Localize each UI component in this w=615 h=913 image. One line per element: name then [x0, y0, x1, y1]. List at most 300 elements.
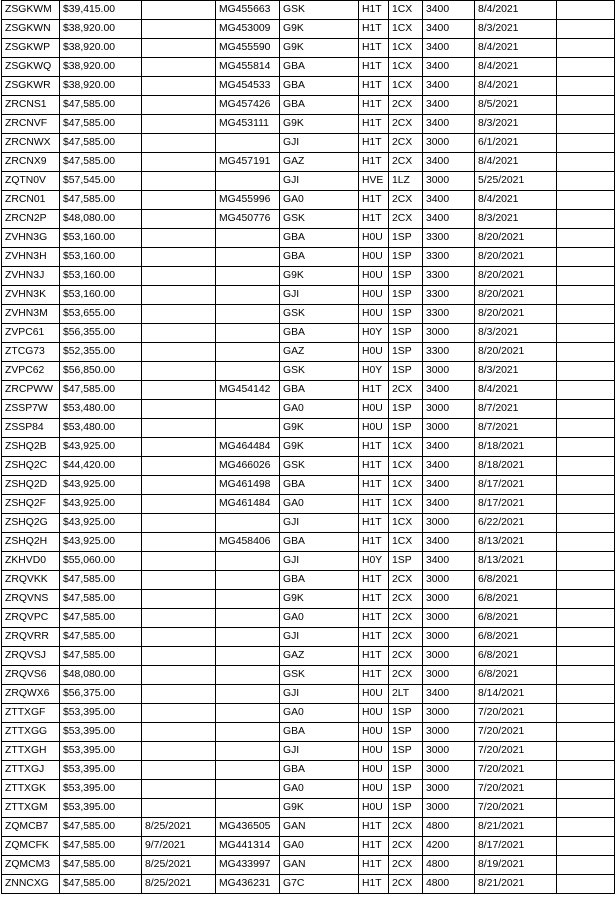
cell-code[interactable]: H1T	[359, 666, 389, 685]
cell-code[interactable]: H0Y	[359, 362, 389, 381]
cell-model[interactable]: ZSGKWM	[2, 1, 60, 20]
cell-code[interactable]: H0Y	[359, 552, 389, 571]
cell-qty[interactable]: 3400	[423, 210, 475, 229]
cell-code[interactable]: H1T	[359, 571, 389, 590]
cell-pkg[interactable]: 1SP	[389, 419, 423, 438]
cell-code[interactable]: H0U	[359, 419, 389, 438]
cell-blank[interactable]	[557, 438, 615, 457]
cell-model[interactable]: ZRCPWW	[2, 381, 60, 400]
cell-pkg[interactable]: 1SP	[389, 343, 423, 362]
cell-order[interactable]	[216, 514, 280, 533]
cell-pkg[interactable]: 1SP	[389, 723, 423, 742]
cell-date_a[interactable]	[142, 476, 216, 495]
cell-price[interactable]: $47,585.00	[60, 153, 142, 172]
cell-date_b[interactable]: 8/4/2021	[475, 191, 557, 210]
cell-color[interactable]: GAZ	[280, 153, 359, 172]
cell-date_b[interactable]: 8/20/2021	[475, 229, 557, 248]
cell-price[interactable]: $39,415.00	[60, 1, 142, 20]
cell-model[interactable]: ZNNCXG	[2, 875, 60, 894]
cell-order[interactable]	[216, 723, 280, 742]
cell-blank[interactable]	[557, 58, 615, 77]
cell-qty[interactable]: 3400	[423, 476, 475, 495]
cell-date_b[interactable]: 7/20/2021	[475, 704, 557, 723]
cell-pkg[interactable]: 1SP	[389, 400, 423, 419]
cell-blank[interactable]	[557, 666, 615, 685]
cell-model[interactable]: ZRCN01	[2, 191, 60, 210]
cell-model[interactable]: ZVHN3J	[2, 267, 60, 286]
cell-code[interactable]: H0U	[359, 305, 389, 324]
cell-model[interactable]: ZVPC62	[2, 362, 60, 381]
cell-date_b[interactable]: 7/20/2021	[475, 780, 557, 799]
cell-model[interactable]: ZRQWX6	[2, 685, 60, 704]
cell-date_b[interactable]: 8/14/2021	[475, 685, 557, 704]
cell-pkg[interactable]: 1CX	[389, 77, 423, 96]
cell-code[interactable]: H1T	[359, 96, 389, 115]
cell-pkg[interactable]: 2CX	[389, 818, 423, 837]
cell-date_a[interactable]	[142, 571, 216, 590]
cell-model[interactable]: ZRCNWX	[2, 134, 60, 153]
cell-blank[interactable]	[557, 210, 615, 229]
cell-model[interactable]: ZRQVSJ	[2, 647, 60, 666]
cell-date_a[interactable]	[142, 552, 216, 571]
cell-qty[interactable]: 3300	[423, 343, 475, 362]
cell-price[interactable]: $47,585.00	[60, 191, 142, 210]
cell-date_a[interactable]	[142, 153, 216, 172]
cell-date_b[interactable]: 6/8/2021	[475, 590, 557, 609]
cell-date_b[interactable]: 6/8/2021	[475, 571, 557, 590]
cell-date_a[interactable]	[142, 590, 216, 609]
cell-qty[interactable]: 4800	[423, 856, 475, 875]
cell-date_b[interactable]: 8/20/2021	[475, 248, 557, 267]
cell-date_a[interactable]	[142, 324, 216, 343]
cell-pkg[interactable]: 1CX	[389, 476, 423, 495]
cell-price[interactable]: $52,355.00	[60, 343, 142, 362]
cell-order[interactable]: MG458406	[216, 533, 280, 552]
cell-date_a[interactable]	[142, 39, 216, 58]
cell-date_b[interactable]: 8/3/2021	[475, 210, 557, 229]
cell-pkg[interactable]: 2CX	[389, 837, 423, 856]
cell-blank[interactable]	[557, 742, 615, 761]
cell-date_b[interactable]: 8/4/2021	[475, 77, 557, 96]
cell-order[interactable]: MG453009	[216, 20, 280, 39]
cell-blank[interactable]	[557, 286, 615, 305]
cell-pkg[interactable]: 1SP	[389, 761, 423, 780]
cell-qty[interactable]: 3400	[423, 533, 475, 552]
cell-code[interactable]: H1T	[359, 856, 389, 875]
cell-pkg[interactable]: 1SP	[389, 267, 423, 286]
cell-pkg[interactable]: 1CX	[389, 58, 423, 77]
cell-price[interactable]: $53,395.00	[60, 704, 142, 723]
cell-date_b[interactable]: 6/1/2021	[475, 134, 557, 153]
cell-price[interactable]: $53,395.00	[60, 742, 142, 761]
cell-order[interactable]: MG436505	[216, 818, 280, 837]
cell-model[interactable]: ZRQVS6	[2, 666, 60, 685]
cell-model[interactable]: ZRQVPC	[2, 609, 60, 628]
cell-code[interactable]: H1T	[359, 647, 389, 666]
cell-qty[interactable]: 4800	[423, 818, 475, 837]
cell-qty[interactable]: 3400	[423, 39, 475, 58]
cell-qty[interactable]: 3000	[423, 666, 475, 685]
cell-order[interactable]	[216, 229, 280, 248]
cell-date_a[interactable]	[142, 685, 216, 704]
cell-date_a[interactable]	[142, 305, 216, 324]
cell-model[interactable]: ZRQVKK	[2, 571, 60, 590]
cell-price[interactable]: $47,585.00	[60, 628, 142, 647]
cell-order[interactable]	[216, 552, 280, 571]
cell-code[interactable]: H1T	[359, 58, 389, 77]
cell-code[interactable]: H1T	[359, 590, 389, 609]
cell-blank[interactable]	[557, 267, 615, 286]
cell-color[interactable]: GBA	[280, 476, 359, 495]
cell-price[interactable]: $47,585.00	[60, 96, 142, 115]
cell-model[interactable]: ZSSP84	[2, 419, 60, 438]
cell-model[interactable]: ZRQVRR	[2, 628, 60, 647]
cell-color[interactable]: GA0	[280, 191, 359, 210]
cell-order[interactable]: MG457191	[216, 153, 280, 172]
cell-price[interactable]: $53,395.00	[60, 761, 142, 780]
cell-date_b[interactable]: 8/18/2021	[475, 457, 557, 476]
cell-order[interactable]	[216, 685, 280, 704]
cell-qty[interactable]: 3000	[423, 780, 475, 799]
cell-qty[interactable]: 3400	[423, 58, 475, 77]
cell-date_b[interactable]: 7/20/2021	[475, 742, 557, 761]
cell-blank[interactable]	[557, 533, 615, 552]
cell-pkg[interactable]: 1SP	[389, 704, 423, 723]
cell-date_a[interactable]	[142, 248, 216, 267]
cell-blank[interactable]	[557, 400, 615, 419]
cell-date_a[interactable]	[142, 609, 216, 628]
cell-date_a[interactable]	[142, 495, 216, 514]
cell-order[interactable]: MG466026	[216, 457, 280, 476]
cell-code[interactable]: H1T	[359, 77, 389, 96]
cell-price[interactable]: $47,585.00	[60, 647, 142, 666]
cell-pkg[interactable]: 1SP	[389, 324, 423, 343]
cell-code[interactable]: H1T	[359, 210, 389, 229]
cell-code[interactable]: H1T	[359, 514, 389, 533]
cell-model[interactable]: ZVPC61	[2, 324, 60, 343]
cell-model[interactable]: ZRCN2P	[2, 210, 60, 229]
cell-model[interactable]: ZQMCB7	[2, 818, 60, 837]
cell-pkg[interactable]: 1SP	[389, 248, 423, 267]
cell-color[interactable]: GSK	[280, 1, 359, 20]
cell-order[interactable]	[216, 780, 280, 799]
cell-order[interactable]: MG461484	[216, 495, 280, 514]
cell-order[interactable]	[216, 419, 280, 438]
cell-order[interactable]	[216, 590, 280, 609]
cell-model[interactable]: ZSHQ2C	[2, 457, 60, 476]
cell-model[interactable]: ZKHVD0	[2, 552, 60, 571]
cell-color[interactable]: GA0	[280, 837, 359, 856]
cell-date_a[interactable]	[142, 286, 216, 305]
cell-date_a[interactable]: 8/25/2021	[142, 856, 216, 875]
cell-date_a[interactable]	[142, 96, 216, 115]
cell-color[interactable]: GBA	[280, 571, 359, 590]
cell-date_a[interactable]	[142, 343, 216, 362]
cell-order[interactable]: MG441314	[216, 837, 280, 856]
cell-blank[interactable]	[557, 343, 615, 362]
cell-pkg[interactable]: 1SP	[389, 742, 423, 761]
cell-price[interactable]: $44,420.00	[60, 457, 142, 476]
cell-code[interactable]: H1T	[359, 609, 389, 628]
cell-qty[interactable]: 3400	[423, 457, 475, 476]
cell-qty[interactable]: 3000	[423, 742, 475, 761]
cell-blank[interactable]	[557, 96, 615, 115]
cell-date_b[interactable]: 8/3/2021	[475, 20, 557, 39]
cell-blank[interactable]	[557, 704, 615, 723]
cell-date_a[interactable]: 8/25/2021	[142, 818, 216, 837]
cell-pkg[interactable]: 2CX	[389, 115, 423, 134]
cell-code[interactable]: H1T	[359, 533, 389, 552]
cell-date_b[interactable]: 6/8/2021	[475, 628, 557, 647]
cell-date_b[interactable]: 8/5/2021	[475, 96, 557, 115]
cell-qty[interactable]: 3400	[423, 685, 475, 704]
cell-order[interactable]	[216, 400, 280, 419]
cell-model[interactable]: ZRCNX9	[2, 153, 60, 172]
cell-price[interactable]: $53,395.00	[60, 780, 142, 799]
cell-model[interactable]: ZRCNS1	[2, 96, 60, 115]
cell-model[interactable]: ZVHN3H	[2, 248, 60, 267]
cell-date_b[interactable]: 7/20/2021	[475, 761, 557, 780]
cell-date_b[interactable]: 8/20/2021	[475, 343, 557, 362]
cell-code[interactable]: H1T	[359, 438, 389, 457]
cell-pkg[interactable]: 2CX	[389, 647, 423, 666]
cell-code[interactable]: H0U	[359, 267, 389, 286]
cell-date_a[interactable]	[142, 514, 216, 533]
cell-code[interactable]: H0U	[359, 343, 389, 362]
cell-blank[interactable]	[557, 419, 615, 438]
cell-order[interactable]	[216, 286, 280, 305]
cell-pkg[interactable]: 2CX	[389, 96, 423, 115]
cell-blank[interactable]	[557, 134, 615, 153]
cell-color[interactable]: G9K	[280, 115, 359, 134]
cell-qty[interactable]: 3400	[423, 191, 475, 210]
cell-order[interactable]: MG454533	[216, 77, 280, 96]
cell-qty[interactable]: 3000	[423, 590, 475, 609]
cell-order[interactable]	[216, 134, 280, 153]
cell-order[interactable]	[216, 609, 280, 628]
cell-date_b[interactable]: 8/21/2021	[475, 875, 557, 894]
cell-date_b[interactable]: 8/17/2021	[475, 495, 557, 514]
cell-model[interactable]: ZSGKWP	[2, 39, 60, 58]
cell-blank[interactable]	[557, 229, 615, 248]
cell-color[interactable]: GJI	[280, 172, 359, 191]
cell-color[interactable]: GA0	[280, 780, 359, 799]
cell-price[interactable]: $43,925.00	[60, 495, 142, 514]
cell-date_a[interactable]	[142, 210, 216, 229]
cell-date_b[interactable]: 8/17/2021	[475, 476, 557, 495]
cell-qty[interactable]: 3000	[423, 609, 475, 628]
cell-qty[interactable]: 3000	[423, 134, 475, 153]
cell-code[interactable]: H1T	[359, 818, 389, 837]
cell-pkg[interactable]: 1SP	[389, 799, 423, 818]
cell-blank[interactable]	[557, 305, 615, 324]
cell-date_a[interactable]	[142, 400, 216, 419]
cell-date_b[interactable]: 8/3/2021	[475, 324, 557, 343]
cell-price[interactable]: $43,925.00	[60, 514, 142, 533]
cell-price[interactable]: $57,545.00	[60, 172, 142, 191]
cell-model[interactable]: ZVHN3G	[2, 229, 60, 248]
cell-pkg[interactable]: 1CX	[389, 20, 423, 39]
cell-price[interactable]: $53,655.00	[60, 305, 142, 324]
cell-order[interactable]: MG436231	[216, 875, 280, 894]
cell-color[interactable]: G9K	[280, 267, 359, 286]
cell-color[interactable]: GSK	[280, 666, 359, 685]
cell-code[interactable]: H0U	[359, 286, 389, 305]
cell-qty[interactable]: 3400	[423, 495, 475, 514]
cell-price[interactable]: $53,160.00	[60, 267, 142, 286]
cell-qty[interactable]: 3000	[423, 704, 475, 723]
cell-price[interactable]: $38,920.00	[60, 39, 142, 58]
cell-color[interactable]: GBA	[280, 324, 359, 343]
cell-price[interactable]: $38,920.00	[60, 77, 142, 96]
cell-date_b[interactable]: 8/20/2021	[475, 286, 557, 305]
cell-date_a[interactable]	[142, 77, 216, 96]
cell-color[interactable]: GAN	[280, 856, 359, 875]
cell-pkg[interactable]: 1SP	[389, 362, 423, 381]
cell-date_a[interactable]	[142, 780, 216, 799]
cell-order[interactable]	[216, 742, 280, 761]
cell-model[interactable]: ZTTXGK	[2, 780, 60, 799]
cell-model[interactable]: ZTTXGG	[2, 723, 60, 742]
cell-blank[interactable]	[557, 77, 615, 96]
cell-color[interactable]: G9K	[280, 799, 359, 818]
cell-color[interactable]: GBA	[280, 761, 359, 780]
cell-code[interactable]: H0U	[359, 799, 389, 818]
cell-code[interactable]: H1T	[359, 381, 389, 400]
cell-date_b[interactable]: 8/4/2021	[475, 1, 557, 20]
cell-blank[interactable]	[557, 856, 615, 875]
cell-code[interactable]: HVE	[359, 172, 389, 191]
cell-price[interactable]: $47,585.00	[60, 609, 142, 628]
cell-order[interactable]	[216, 666, 280, 685]
cell-pkg[interactable]: 2LT	[389, 685, 423, 704]
cell-color[interactable]: GJI	[280, 628, 359, 647]
cell-blank[interactable]	[557, 628, 615, 647]
cell-date_a[interactable]	[142, 362, 216, 381]
cell-price[interactable]: $53,480.00	[60, 419, 142, 438]
cell-color[interactable]: GJI	[280, 685, 359, 704]
cell-color[interactable]: GSK	[280, 362, 359, 381]
cell-price[interactable]: $48,080.00	[60, 210, 142, 229]
cell-qty[interactable]: 3000	[423, 172, 475, 191]
cell-pkg[interactable]: 1CX	[389, 533, 423, 552]
cell-blank[interactable]	[557, 457, 615, 476]
cell-color[interactable]: GBA	[280, 381, 359, 400]
cell-color[interactable]: GA0	[280, 400, 359, 419]
cell-date_a[interactable]	[142, 419, 216, 438]
cell-date_a[interactable]	[142, 20, 216, 39]
cell-pkg[interactable]: 1SP	[389, 229, 423, 248]
cell-color[interactable]: G9K	[280, 438, 359, 457]
cell-code[interactable]: H1T	[359, 628, 389, 647]
cell-blank[interactable]	[557, 761, 615, 780]
cell-order[interactable]	[216, 248, 280, 267]
cell-qty[interactable]: 3300	[423, 305, 475, 324]
cell-pkg[interactable]: 1SP	[389, 286, 423, 305]
cell-blank[interactable]	[557, 609, 615, 628]
cell-color[interactable]: GSK	[280, 210, 359, 229]
cell-model[interactable]: ZSGKWR	[2, 77, 60, 96]
cell-blank[interactable]	[557, 324, 615, 343]
cell-order[interactable]	[216, 343, 280, 362]
cell-pkg[interactable]: 2CX	[389, 381, 423, 400]
cell-code[interactable]: H1T	[359, 1, 389, 20]
cell-qty[interactable]: 3300	[423, 229, 475, 248]
cell-price[interactable]: $47,585.00	[60, 134, 142, 153]
cell-code[interactable]: H1T	[359, 837, 389, 856]
cell-qty[interactable]: 3400	[423, 115, 475, 134]
cell-date_a[interactable]	[142, 381, 216, 400]
cell-date_a[interactable]	[142, 666, 216, 685]
cell-date_a[interactable]	[142, 723, 216, 742]
cell-qty[interactable]: 3000	[423, 647, 475, 666]
cell-model[interactable]: ZTTXGH	[2, 742, 60, 761]
cell-qty[interactable]: 3000	[423, 761, 475, 780]
cell-price[interactable]: $43,925.00	[60, 533, 142, 552]
cell-code[interactable]: H1T	[359, 115, 389, 134]
cell-order[interactable]	[216, 571, 280, 590]
cell-code[interactable]: H1T	[359, 476, 389, 495]
cell-date_b[interactable]: 6/8/2021	[475, 609, 557, 628]
cell-order[interactable]	[216, 704, 280, 723]
cell-order[interactable]: MG454142	[216, 381, 280, 400]
cell-pkg[interactable]: 1LZ	[389, 172, 423, 191]
cell-date_b[interactable]: 6/22/2021	[475, 514, 557, 533]
cell-price[interactable]: $53,480.00	[60, 400, 142, 419]
cell-model[interactable]: ZTCG73	[2, 343, 60, 362]
cell-date_b[interactable]: 8/4/2021	[475, 39, 557, 58]
cell-color[interactable]: GA0	[280, 704, 359, 723]
cell-code[interactable]: H0U	[359, 742, 389, 761]
cell-blank[interactable]	[557, 191, 615, 210]
cell-pkg[interactable]: 1SP	[389, 552, 423, 571]
cell-code[interactable]: H0U	[359, 780, 389, 799]
cell-model[interactable]: ZSGKWQ	[2, 58, 60, 77]
cell-qty[interactable]: 3300	[423, 267, 475, 286]
cell-date_b[interactable]: 8/4/2021	[475, 153, 557, 172]
cell-model[interactable]: ZSHQ2G	[2, 514, 60, 533]
cell-pkg[interactable]: 1SP	[389, 305, 423, 324]
cell-color[interactable]: G9K	[280, 39, 359, 58]
cell-date_a[interactable]	[142, 742, 216, 761]
cell-color[interactable]: GBA	[280, 96, 359, 115]
cell-price[interactable]: $53,395.00	[60, 723, 142, 742]
cell-date_b[interactable]: 8/7/2021	[475, 400, 557, 419]
cell-date_b[interactable]: 8/4/2021	[475, 381, 557, 400]
cell-date_b[interactable]: 8/13/2021	[475, 533, 557, 552]
cell-order[interactable]	[216, 362, 280, 381]
cell-color[interactable]: GAZ	[280, 343, 359, 362]
cell-code[interactable]: H0U	[359, 229, 389, 248]
cell-date_b[interactable]: 5/25/2021	[475, 172, 557, 191]
cell-code[interactable]: H1T	[359, 457, 389, 476]
cell-color[interactable]: G9K	[280, 590, 359, 609]
cell-qty[interactable]: 3400	[423, 77, 475, 96]
cell-color[interactable]: GJI	[280, 552, 359, 571]
cell-date_b[interactable]: 7/20/2021	[475, 799, 557, 818]
cell-price[interactable]: $53,160.00	[60, 229, 142, 248]
cell-date_a[interactable]	[142, 438, 216, 457]
cell-model[interactable]: ZTTXGM	[2, 799, 60, 818]
cell-model[interactable]: ZQTN0V	[2, 172, 60, 191]
cell-pkg[interactable]: 1CX	[389, 39, 423, 58]
cell-date_b[interactable]: 8/21/2021	[475, 818, 557, 837]
cell-pkg[interactable]: 2CX	[389, 856, 423, 875]
cell-color[interactable]: GA0	[280, 609, 359, 628]
cell-date_a[interactable]	[142, 704, 216, 723]
cell-date_b[interactable]: 8/17/2021	[475, 837, 557, 856]
cell-model[interactable]: ZSSP7W	[2, 400, 60, 419]
